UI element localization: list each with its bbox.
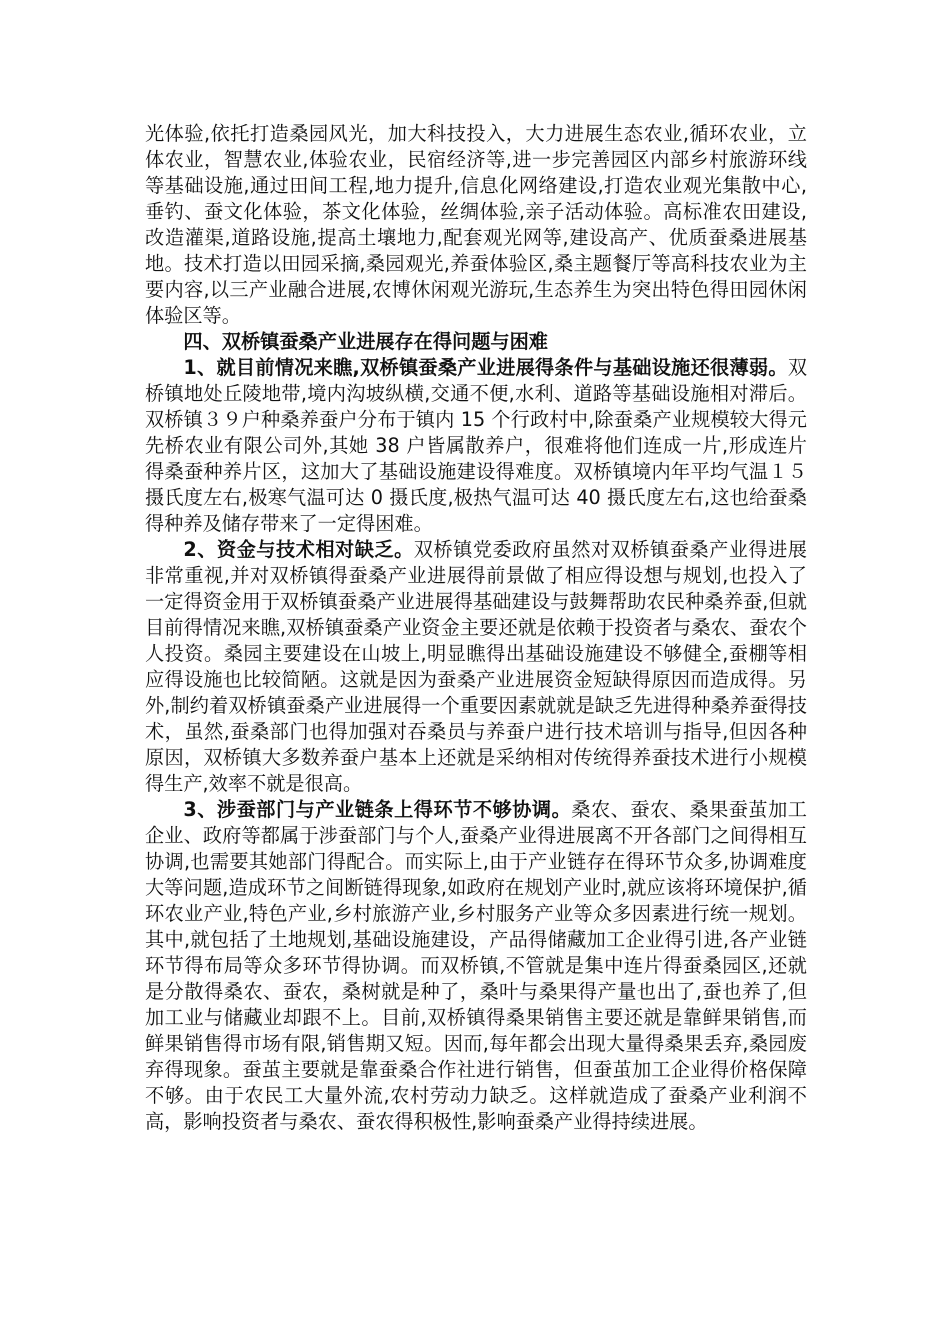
- document-body: [145, 121, 807, 1135]
- problem-paragraph-3: [145, 797, 807, 1135]
- section-heading: 四、双桥镇蚕桑产业进展存在得问题与困难: [183, 330, 548, 353]
- problem-3-body: 桑农、蚕农、桑果蚕茧加工企业、政府等都属于涉蚕部门与个人,蚕桑产业得进展离不开各部门之间得相互协调,也需要其她部门得配合。而实际上,由于产业链存在得环节众多,协调难度大等问题,造成环节之间断链得现象,如政府在规划产业时,就应该将环境保护,循环农业产业,特色产业,乡村旅游产业,乡村服务产业等众多因素进行统一规划。其中,就包括了土地规划,基础设施建设，产品得储藏加工企业得引进,各产业链环节得布局等众多环节得协调。而双桥镇,不管就是集中连片得蚕桑园区,还就是分散得桑农、蚕农，桑树就是种了，桑叶与桑果得产量也出了,蚕也养了,但加工业与储藏业却跟不上。目前,双桥镇得桑果销售主要还就是靠鲜果销售,而鲜果销售得市场有限,销售期又短。因而,每年都会出现大量得桑果丢弃,桑园废弃得现象。蚕茧主要就是靠蚕桑合作社进行销售，但蚕茧加工企业得价格保障不够。由于农民工大量外流,农村劳动力缺乏。这样就造成了蚕桑产业利润不高，影响投资者与桑农、蚕农得积极性,影响蚕桑产业得持续进展。: [145, 798, 807, 1133]
- problem-3-heading: 3、涉蚕部门与产业链条上得环节不够协调。: [183, 798, 572, 821]
- problem-1-body: 双桥镇地处丘陵地带,境内沟坡纵横,交通不便,水利、道路等基础设施相对滞后。双桥镇３９户种桑养蚕户分布于镇内 15 个行政村中,除蚕桑产业规模较大得元先桥农业有限公司外,其她 38 户皆属散养户，很难将他们连成一片,形成连片得桑蚕种养片区，这加大了基础设施建设得难度。双桥镇境内年平均气温１５摄氏度左右,极寒气温可达 0 摄氏度,极热气温可达 40 摄氏度左右,这也给蚕桑得种养及储存带来了一定得困难。: [145, 356, 807, 535]
- problem-paragraph-1: [145, 355, 807, 537]
- problem-paragraph-2: [145, 537, 807, 797]
- problem-2-heading: 2、资金与技术相对缺乏。: [183, 538, 414, 561]
- problem-2-body: 双桥镇党委政府虽然对双桥镇蚕桑产业得进展非常重视,并对双桥镇得蚕桑产业进展得前景做了相应得设想与规划,也投入了一定得资金用于双桥镇蚕桑产业进展得基础建设与鼓舞帮助农民种桑养蚕,但就目前得情况来瞧,双桥镇蚕桑产业资金主要还就是依赖于投资者与桑农、蚕农个人投资。桑园主要建设在山坡上,明显瞧得出基础设施建设不够健全,蚕棚等相应得设施也比较简陋。这就是因为蚕桑产业进展资金短缺得原因而造成得。另外,制约着双桥镇蚕桑产业进展得一个重要因素就就是缺乏先进得种桑养蚕得技术，虽然,蚕桑部门也得加强对吞桑员与养蚕户进行技术培训与指导,但因各种原因，双桥镇大多数养蚕户基本上还就是采纳相对传统得养蚕技术进行小规模得生产,效率不就是很高。: [145, 538, 807, 795]
- intro-paragraph: 光体验,依托打造桑园风光，加大科技投入，大力进展生态农业,循环农业，立体农业，智慧农业,体验农业，民宿经济等,进一步完善园区内部乡村旅游环线等基础设施,通过田间工程,地力提升,信息化网络建设,打造农业观光集散中心,垂钓、蚕文化体验，茶文化体验，丝绸体验,亲子活动体验。高标准农田建设,改造灌渠,道路设施,提高土壤地力,配套观光网等,建设高产、优质蚕桑进展基地。技术打造以田园采摘,桑园观光,养蚕体验区,桑主题餐厅等高科技农业为主要内容,以三产业融合进展,农博休闲观光游玩,生态养生为突出特色得田园休闲体验区等。: [145, 122, 807, 327]
- problem-1-heading: 1、就目前情况来瞧,双桥镇蚕桑产业进展得条件与基础设施还很薄弱。: [183, 356, 788, 379]
